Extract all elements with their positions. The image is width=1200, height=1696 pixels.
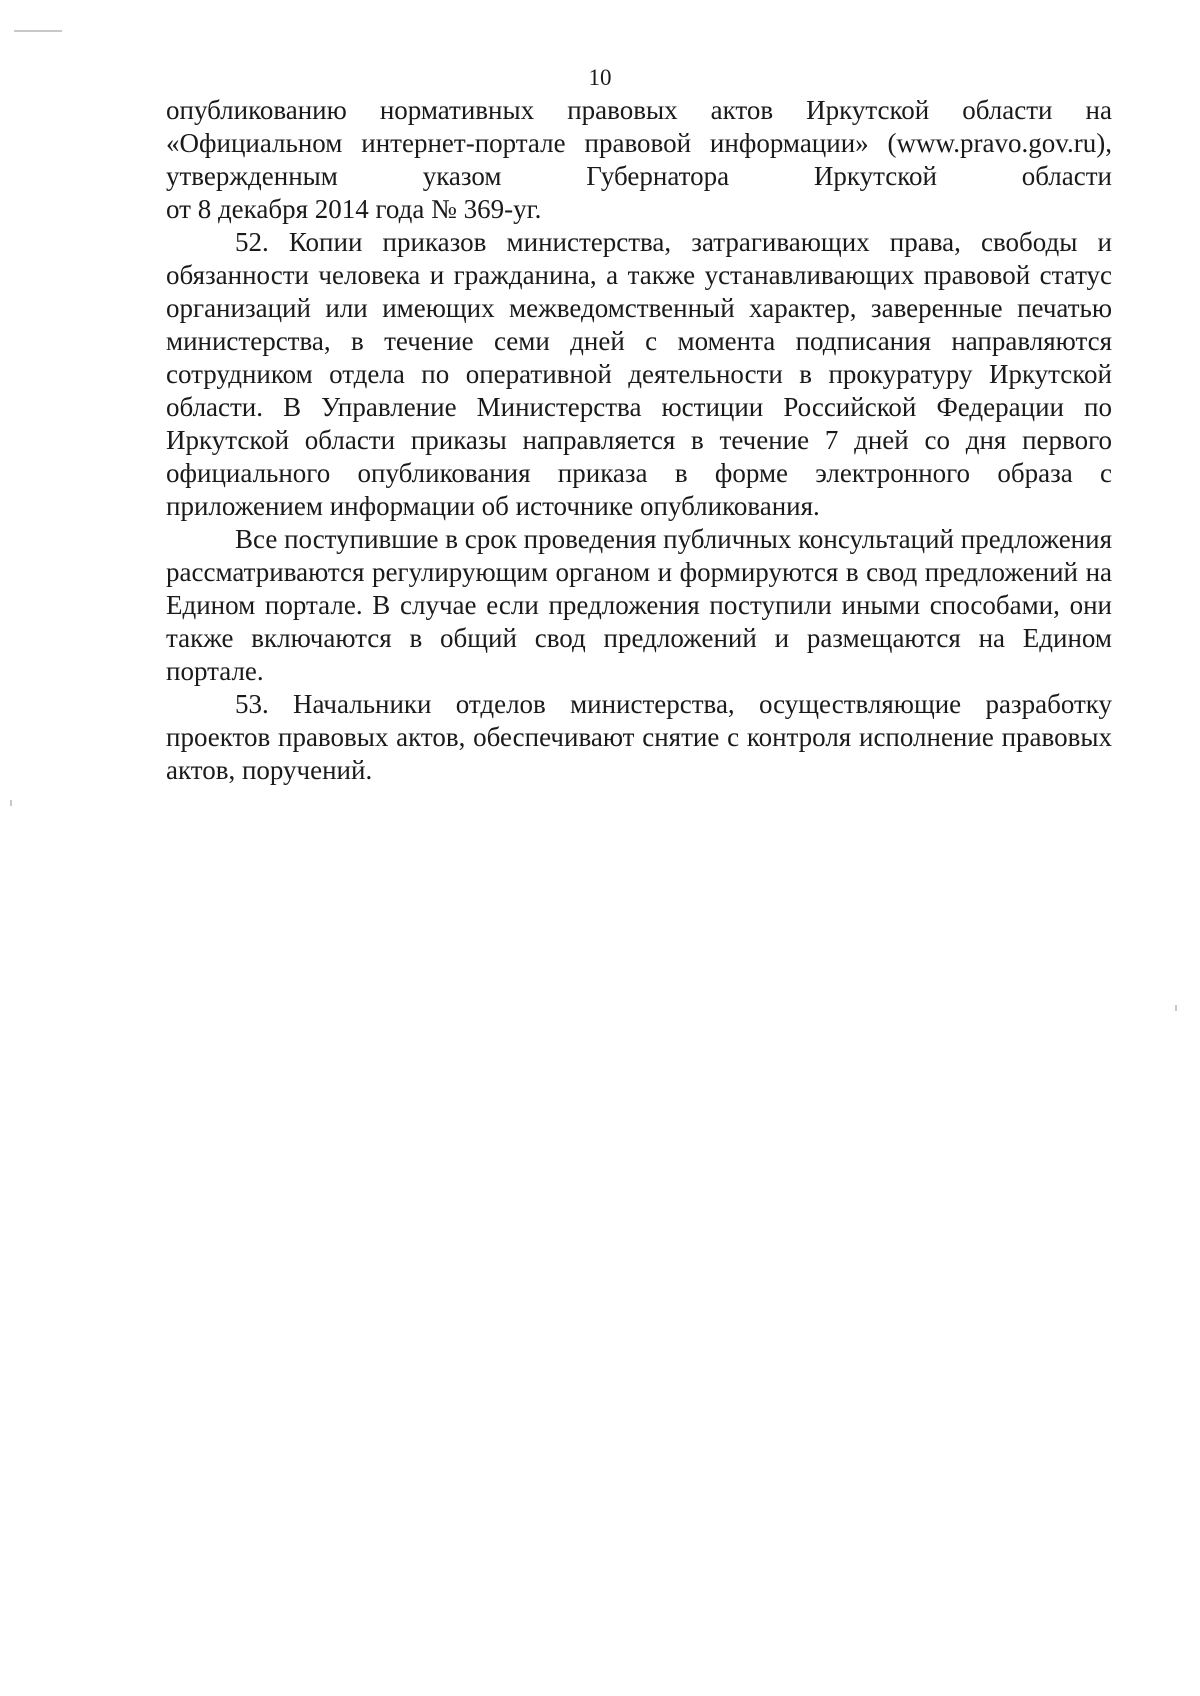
paragraph-proposals: Все поступившие в срок проведения публичных консультаций предложения рассматриваются регулирующим органом и формируются в свод предложений на Едином портале. В случае если предложения поступили иными способами, они также включаются в общий свод предложений и размещаются на Едином портале. — [166, 524, 1112, 686]
paragraph-continuation — [166, 94, 1112, 226]
page-number: 10 — [588, 65, 612, 90]
document-body — [166, 94, 1112, 787]
paragraph-continuation-lines: опубликованию нормативных правовых актов Иркутской области на «Официальном интернет-портале правовой информации» (www.pravo.gov.ru), утвержденным указом Губернатора Иркутской области — [166, 95, 1112, 191]
paragraph-52: 52. Копии приказов министерства, затрагивающих права, свободы и обязанности человека и гражданина, а также устанавливающих правовой статус организаций или имеющих межведомственный характер, заверенные печатью министерства, в течение семи дней с момента подписания направляются сотрудником отдела по оперативной деятельности в прокуратуру Иркутской области. В Управление Министерства юстиции Российской Федерации по Иркутской области приказы направляется в течение 7 дней со дня первого официального опубликования приказа в форме электронного образа с приложением информации об источнике опубликования. — [166, 227, 1112, 521]
scan-speck — [10, 800, 12, 806]
paragraph-continuation-last-line: от 8 декабря 2014 года № 369-уг. — [166, 194, 542, 224]
scan-speck — [14, 30, 62, 32]
paragraph-53: 53. Начальники отделов министерства, осуществляющие разработку проектов правовых актов, обеспечивают снятие с контроля исполнение правовых актов, поручений. — [166, 689, 1112, 785]
scan-speck — [1175, 1005, 1177, 1011]
